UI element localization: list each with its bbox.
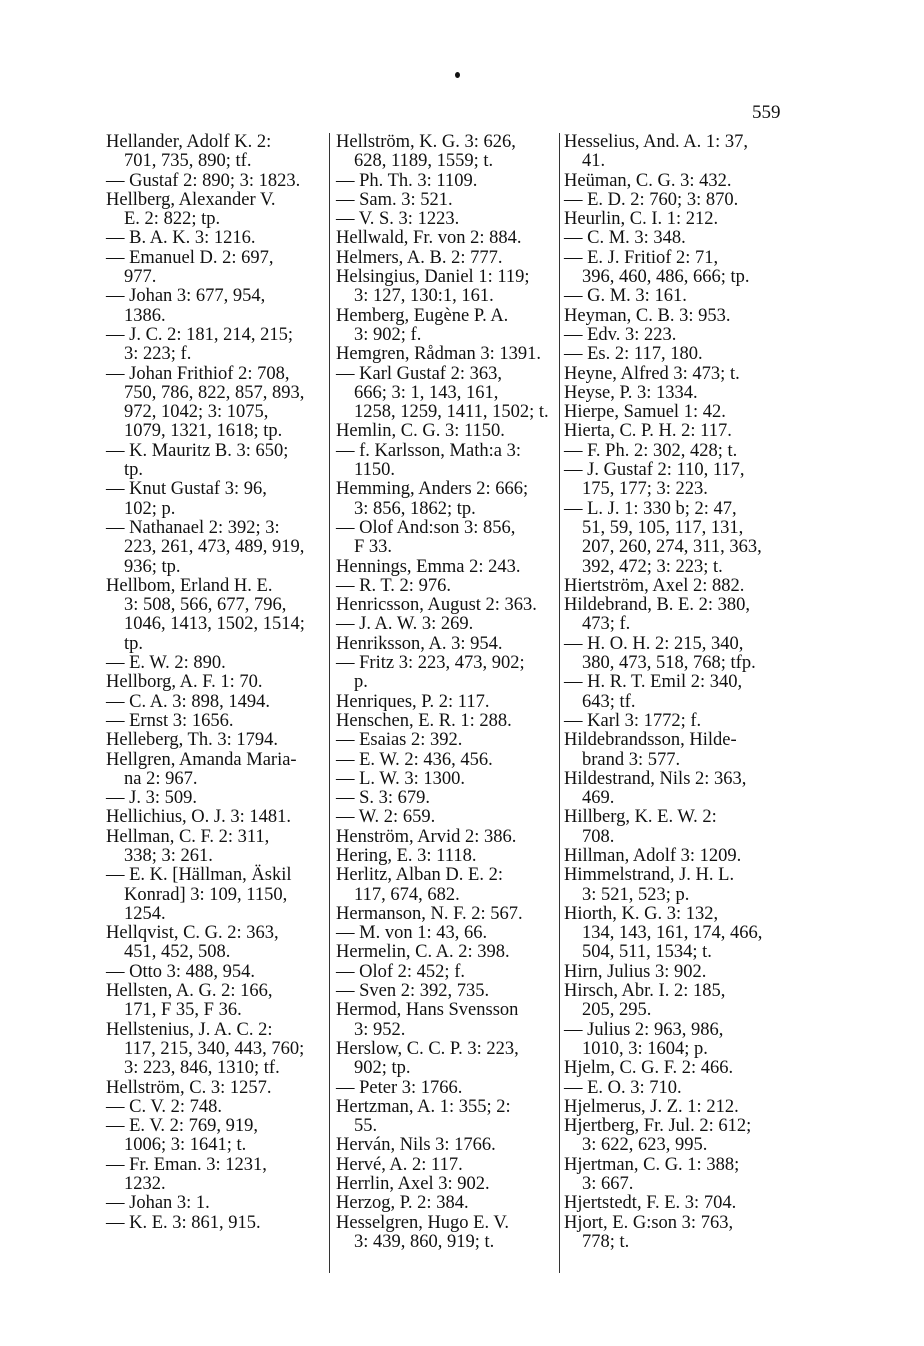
index-entry: — R. T. 2: 976. [336, 575, 451, 596]
index-entry: — E. O. 3: 710. [564, 1077, 682, 1098]
index-column-3 [564, 133, 786, 1252]
index-entry: Hermod, Hans Svensson 3: 952. [336, 1000, 519, 1040]
index-entry: — K. Mauritz B. 3: 650; tp. [106, 440, 289, 481]
index-entry: — J. A. W. 3: 269. [336, 614, 474, 635]
index-entry: Herrlin, Axel 3: 902. [336, 1174, 490, 1195]
index-entry: — Nathanael 2: 392; 3: 223, 261, 473, 489, 919, 936; tp. [106, 517, 305, 577]
index-entry: Herslow, C. C. P. 3: 223, 902; tp. [336, 1038, 519, 1079]
index-entry: — Emanuel D. 2: 697, 977. [106, 247, 274, 288]
index-entry: — Knut Gustaf 3: 96, 102; p. [106, 479, 267, 519]
index-entry: Henström, Arvid 2: 386. [336, 826, 517, 847]
index-entry: Hjelmerus, J. Z. 1: 212. [564, 1096, 739, 1117]
ink-speck [455, 72, 460, 78]
index-entry: — Gustaf 2: 890; 3: 1823. [106, 170, 301, 191]
index-entry: — B. A. K. 3: 1216. [106, 228, 256, 249]
index-entry: Hellström, C. 3: 1257. [106, 1077, 272, 1098]
index-entry: — Esaias 2: 392. [336, 730, 463, 751]
index-entry: — Julius 2: 963, 986, 1010, 3: 1604; p. [564, 1019, 724, 1059]
index-entry: Heüman, C. G. 3: 432. [564, 170, 732, 191]
index-entry: Hemberg, Eugène P. A. 3: 902; f. [336, 305, 509, 345]
index-entry: — E. V. 2: 769, 919, 1006; 3: 1641; t. [106, 1116, 258, 1156]
index-entry: Henriques, P. 2: 117. [336, 691, 490, 712]
index-entry: Heyman, C. B. 3: 953. [564, 305, 731, 326]
index-entry: — Olof 2: 452; f. [336, 961, 465, 982]
index-entry: — Otto 3: 488, 954. [106, 961, 256, 982]
index-entry: Hermanson, N. F. 2: 567. [336, 903, 523, 924]
index-entry: Herván, Nils 3: 1766. [336, 1135, 496, 1156]
index-entry: Hellborg, A. F. 1: 70. [106, 672, 263, 693]
index-entry: Hjelm, C. G. F. 2: 466. [564, 1058, 734, 1079]
index-entry: — Sven 2: 392, 735. [336, 981, 490, 1002]
index-entry: — E. W. 2: 890. [106, 653, 226, 674]
index-entry: Hierta, C. P. H. 2: 117. [564, 421, 732, 442]
index-entry: Hjertman, C. G. 1: 388; 3: 667. [564, 1154, 740, 1195]
index-entry: Hellström, K. G. 3: 626, 628, 1189, 1559; t. [336, 132, 516, 172]
index-entry: Hellander, Adolf K. 2: 701, 735, 890; tf. [106, 132, 272, 172]
index-entry: Hierpe, Samuel 1: 42. [564, 402, 726, 423]
index-entry: Heyse, P. 3: 1334. [564, 382, 698, 403]
index-entry: — Karl Gustaf 2: 363, 666; 3: 1, 143, 161, 1258, 1259, 1411, 1502; t. [336, 363, 549, 423]
index-entry: Hirsch, Abr. I. 2: 185, 205, 295. [564, 981, 726, 1021]
index-entry: Hesselgren, Hugo E. V. 3: 439, 860, 919; t. [336, 1212, 509, 1252]
index-entry: — K. E. 3: 861, 915. [106, 1212, 261, 1233]
index-entry: Hellman, C. F. 2: 311, 338; 3: 261. [106, 826, 270, 866]
index-entry: Henriksson, A. 3: 954. [336, 633, 503, 654]
index-entry: — Edv. 3: 223. [564, 324, 677, 345]
index-entry: — J. Gustaf 2: 110, 117, 175, 177; 3: 223. [564, 460, 745, 500]
index-entry: Hering, E. 3: 1118. [336, 845, 477, 866]
page-number: 559 [752, 102, 781, 123]
index-entry: — Ph. Th. 3: 1109. [336, 170, 478, 191]
index-entry: Heyne, Alfred 3: 473; t. [564, 363, 740, 384]
index-entry: — E. J. Fritiof 2: 71, 396, 460, 486, 666; tp. [564, 247, 750, 288]
index-entry: — Peter 3: 1766. [336, 1077, 463, 1098]
index-entry: Hellgren, Amanda Maria- na 2: 967. [106, 749, 297, 789]
index-entry: Hiertström, Axel 2: 882. [564, 575, 745, 596]
index-entry: Henricsson, August 2: 363. [336, 595, 537, 616]
index-entry: — E. K. [Hällman, Äskil Konrad] 3: 109, 1150, 1254. [106, 865, 292, 924]
index-entry: — Sam. 3: 521. [336, 189, 453, 210]
index-entry: — H. O. H. 2: 215, 340, 380, 473, 518, 768; tfp. [564, 633, 756, 674]
index-entry: — C. A. 3: 898, 1494. [106, 691, 270, 712]
index-entry: Hervé, A. 2: 117. [336, 1154, 463, 1175]
index-entry: — J. C. 2: 181, 214, 215; 3: 223; f. [106, 324, 294, 365]
index-entry: Hirn, Julius 3: 902. [564, 961, 707, 982]
column-divider [559, 133, 560, 1273]
index-entry: Hildebrand, B. E. 2: 380, 473; f. [564, 595, 751, 635]
index-entry: Hellstenius, J. A. C. 2: 117, 215, 340, 443, 760; 3: 223, 846, 1310; tf. [106, 1019, 305, 1079]
index-entry: — L. J. 1: 330 b; 2: 47, 51, 59, 105, 117, 131, 207, 260, 274, 311, 363, 392, 472; 3: 223; t. [564, 498, 762, 577]
index-entry: Heurlin, C. I. 1: 212. [564, 209, 719, 230]
index-entry: Hjertberg, Fr. Jul. 2: 612; 3: 622, 623, 995. [564, 1116, 752, 1156]
index-entry: — f. Karlsson, Math:a 3: 1150. [336, 440, 521, 481]
index-entry: — Karl 3: 1772; f. [564, 710, 702, 731]
column-divider [329, 133, 330, 1273]
index-entry: Herzog, P. 2: 384. [336, 1193, 469, 1214]
index-entry: Hemming, Anders 2: 666; 3: 856, 1862; tp. [336, 479, 529, 519]
index-entry: Hildestrand, Nils 2: 363, 469. [564, 768, 747, 809]
index-entry: Hillman, Adolf 3: 1209. [564, 845, 742, 866]
index-entry: — Olof And:son 3: 856, F 33. [336, 517, 516, 558]
index-entry: — W. 2: 659. [336, 807, 436, 828]
index-entry: — Fr. Eman. 3: 1231, 1232. [106, 1154, 267, 1195]
index-entry: Hellbom, Erland H. E. 3: 508, 566, 677, 796, 1046, 1413, 1502, 1514; tp. [106, 575, 305, 654]
index-entry: — F. Ph. 2: 302, 428; t. [564, 440, 738, 461]
index-entry: — Es. 2: 117, 180. [564, 344, 703, 365]
index-entry: Hellwald, Fr. von 2: 884. [336, 228, 522, 249]
index-entry: Hellichius, O. J. 3: 1481. [106, 807, 291, 828]
index-entry: — V. S. 3: 1223. [336, 209, 460, 230]
index-entry: Hellqvist, C. G. 2: 363, 451, 452, 508. [106, 923, 279, 963]
index-entry: Hemlin, C. G. 3: 1150. [336, 421, 505, 442]
index-entry: Hillberg, K. E. W. 2: 708. [564, 807, 717, 847]
index-column-1 [106, 133, 324, 1233]
index-entry: Hjertstedt, F. E. 3: 704. [564, 1193, 737, 1214]
index-entry: Hesselius, And. A. 1: 37, 41. [564, 132, 748, 172]
index-entry: Hiorth, K. G. 3: 132, 134, 143, 161, 174, 466, 504, 511, 1534; t. [564, 903, 763, 963]
index-entry: — J. 3: 509. [106, 788, 197, 809]
index-entry: Hemgren, Rådman 3: 1391. [336, 344, 541, 365]
index-entry: Hildebrandsson, Hilde- brand 3: 577. [564, 730, 737, 770]
index-column-2 [336, 133, 558, 1252]
index-entry: — M. von 1: 43, 66. [336, 923, 488, 944]
index-entry: Hjort, E. G:son 3: 763, 778; t. [564, 1212, 734, 1252]
index-entry: Helsingius, Daniel 1: 119; 3: 127, 130:1, 161. [336, 267, 530, 307]
index-entry: — E. D. 2: 760; 3: 870. [564, 189, 739, 210]
index-entry: — E. W. 2: 436, 456. [336, 749, 493, 770]
index-entry: — G. M. 3: 161. [564, 286, 687, 307]
index-entry: — H. R. T. Emil 2: 340, 643; tf. [564, 672, 743, 712]
index-entry: Hermelin, C. A. 2: 398. [336, 942, 510, 963]
index-entry: — S. 3: 679. [336, 788, 431, 809]
index-entry: Hellberg, Alexander V. E. 2: 822; tp. [106, 189, 276, 230]
index-entry: Helleberg, Th. 3: 1794. [106, 730, 278, 751]
index-entry: — Johan Frithiof 2: 708, 750, 786, 822, 857, 893, 972, 1042; 3: 1075, 1079, 1321, 1618; tp. [106, 363, 305, 442]
index-entry: — L. W. 3: 1300. [336, 768, 465, 789]
index-entry: Henschen, E. R. 1: 288. [336, 710, 512, 731]
index-entry: Helmers, A. B. 2: 777. [336, 247, 503, 268]
index-entry: Hertzman, A. 1: 355; 2: 55. [336, 1096, 511, 1137]
index-entry: Herlitz, Alban D. E. 2: 117, 674, 682. [336, 865, 503, 905]
index-entry: — Johan 3: 677, 954, 1386. [106, 286, 266, 326]
index-entry: Himmelstrand, J. H. L. 3: 521, 523; p. [564, 865, 735, 905]
index-entry: Hennings, Emma 2: 243. [336, 556, 521, 577]
index-entry: — Ernst 3: 1656. [106, 710, 234, 731]
index-entry: Hellsten, A. G. 2: 166, 171, F 35, F 36. [106, 981, 273, 1021]
index-entry: — Johan 3: 1. [106, 1193, 210, 1214]
index-entry: — Fritz 3: 223, 473, 902; p. [336, 653, 525, 693]
index-entry: — C. M. 3: 348. [564, 228, 686, 249]
index-entry: — C. V. 2: 748. [106, 1096, 222, 1117]
